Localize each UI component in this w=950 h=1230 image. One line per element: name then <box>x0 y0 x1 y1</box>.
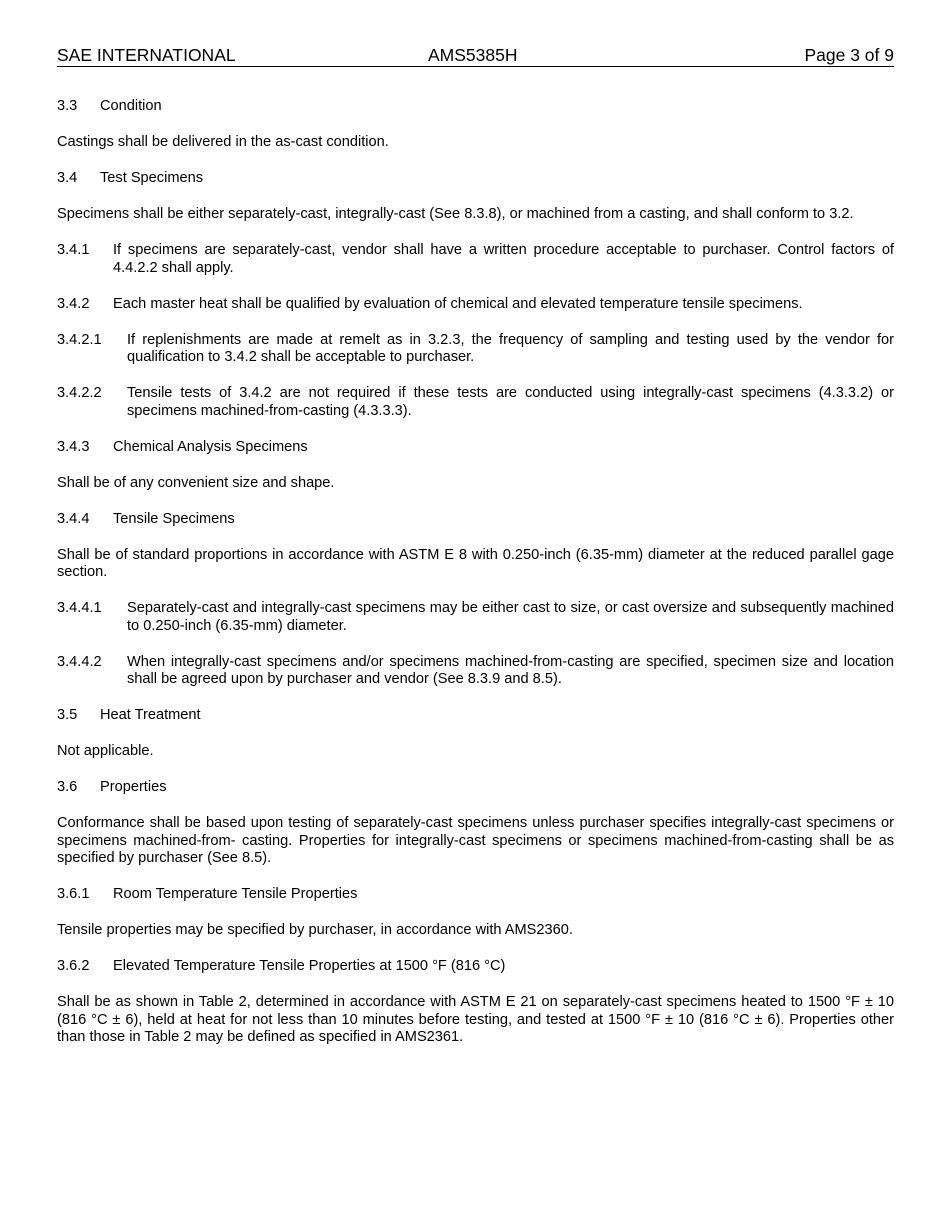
section-heading-3-4-4 <box>57 511 894 529</box>
section-number: 3.5 <box>57 707 78 723</box>
section-heading-3-6-2 <box>57 958 894 976</box>
clause-text: Tensile tests of 3.4.2 are not required if these tests are conducted using integrally-cast specimens (4.3.3.2) or specimens machined-from-casting (4.3.3.3). <box>127 385 894 419</box>
section-number: 3.4 <box>57 170 78 186</box>
section-title: Properties <box>100 779 167 795</box>
paragraph: Shall be as shown in Table 2, determined in accordance with ASTM E 21 on separately-cast specimens heated to 1500 °F ± 10 (816 °C ± 6), held at heat for not less than 10 minutes before testing, and tested at 1500 °F ± 10 (816 °C ± 6). Properties other than those in Table 2 may be defined as specified in AMS2361. <box>57 994 894 1045</box>
clause-number: 3.4.4.2 <box>57 653 102 670</box>
section-number: 3.6.1 <box>57 886 90 902</box>
clause-number: 3.4.4.1 <box>57 600 102 616</box>
section-title: Chemical Analysis Specimens <box>113 438 308 455</box>
clause-text: If specimens are separately-cast, vendor shall have a written procedure acceptable to purchaser. Control factors of 4.4.2.2 shall apply. <box>113 242 894 276</box>
section-number: 3.3 <box>57 98 78 114</box>
document-body <box>57 98 894 1065</box>
paragraph: Conformance shall be based upon testing of separately-cast specimens unless purchaser specifies integrally-cast specimens or specimens machined-from- casting. Properties for integrally-cast specimens or specimens machined-from-casting shall be as specified by purchaser (See 8.5). <box>57 815 894 866</box>
section-number: 3.6 <box>57 779 78 795</box>
clause-3-4-4-1 <box>57 600 894 635</box>
clause-3-4-2-1 <box>57 332 894 367</box>
section-title: Condition <box>100 98 162 114</box>
clause-text: When integrally-cast specimens and/or specimens machined-from-casting are specified, specimen size and location shall be agreed upon by purchaser and vendor (See 8.3.9 and 8.5). <box>127 653 894 687</box>
section-heading-3-4 <box>57 170 894 188</box>
section-number: 3.4.3 <box>57 438 90 455</box>
section-heading-3-4-3 <box>57 439 894 457</box>
section-heading-3-6 <box>57 779 894 797</box>
paragraph: Not applicable. <box>57 743 154 759</box>
clause-text: Separately-cast and integrally-cast specimens may be either cast to size, or cast oversize and subsequently machined to 0.250-inch (6.35-mm) diameter. <box>127 600 894 634</box>
section-number: 3.4.4 <box>57 510 90 527</box>
section-title: Test Specimens <box>100 170 204 186</box>
paragraph: Specimens shall be either separately-cast, integrally-cast (See 8.3.8), or machined from a casting, and shall conform to 3.2. <box>57 206 854 222</box>
section-title: Heat Treatment <box>100 707 201 723</box>
paragraph: Tensile properties may be specified by purchaser, in accordance with AMS2360. <box>57 922 573 938</box>
header-org: SAE INTERNATIONAL <box>57 45 236 65</box>
header-doc-id: AMS5385H <box>428 45 518 65</box>
section-heading-3-5 <box>57 707 894 725</box>
section-title: Elevated Temperature Tensile Properties at 1500 °F (816 °C) <box>113 958 506 974</box>
section-number: 3.6.2 <box>57 958 90 974</box>
clause-number: 3.4.2.2 <box>57 385 102 401</box>
clause-3-4-1 <box>57 242 894 277</box>
clause-number: 3.4.2 <box>57 295 90 312</box>
paragraph: Shall be of standard proportions in accordance with ASTM E 8 with 0.250-inch (6.35-mm) diameter at the reduced parallel gage section. <box>57 546 894 580</box>
section-title: Room Temperature Tensile Properties <box>113 886 358 902</box>
clause-text: Each master heat shall be qualified by evaluation of chemical and elevated temperature tensile specimens. <box>113 295 803 312</box>
page-header <box>57 44 894 67</box>
clause-3-4-2 <box>57 296 894 314</box>
clause-number: 3.4.1 <box>57 242 90 258</box>
clause-3-4-4-2 <box>57 654 894 689</box>
paragraph: Castings shall be delivered in the as-cast condition. <box>57 134 389 150</box>
clause-number: 3.4.2.1 <box>57 331 102 348</box>
clause-3-4-2-2 <box>57 385 894 420</box>
section-heading-3-6-1 <box>57 886 894 904</box>
section-heading-3-3 <box>57 98 894 116</box>
paragraph: Shall be of any convenient size and shape. <box>57 474 335 491</box>
header-page-number: Page 3 of 9 <box>804 45 894 65</box>
section-title: Tensile Specimens <box>113 510 235 527</box>
clause-text: If replenishments are made at remelt as in 3.2.3, the frequency of sampling and testing used by the vendor for qualification to 3.4.2 shall be acceptable to purchaser. <box>127 331 894 365</box>
